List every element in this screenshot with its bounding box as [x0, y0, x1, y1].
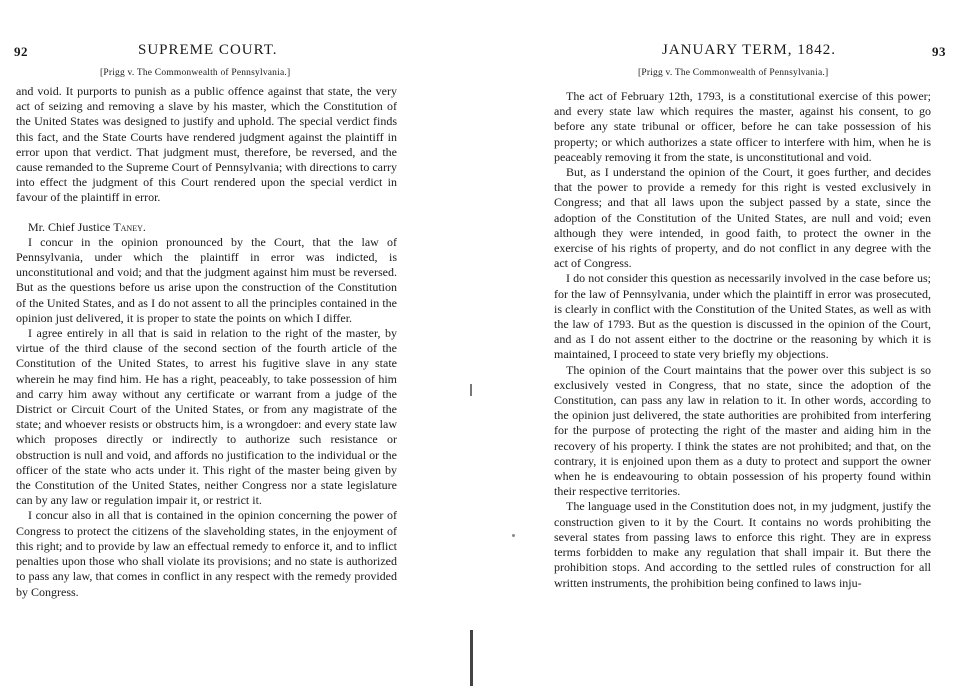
- left-running-head: SUPREME COURT.: [138, 42, 278, 58]
- left-body-text: [16, 84, 397, 600]
- right-page-number: 93: [932, 44, 946, 59]
- justice-prefix: Mr. Chief Justice: [28, 219, 114, 234]
- left-case-caption: [Prigg v. The Commonwealth of Pennsylvania.]: [100, 68, 291, 78]
- left-paragraph: and void. It purports to punish as a public offence against that state, the very act of seizing and removing a slave by his master, which the Constitution of the United States was designed to justify and uphold. The special verdict finds this fact, and the State Courts have rendered judgment against the plaintiff in error upon that verdict. That judgment must, therefore, be reversed, and the cause remanded to the Supreme Court of Pennsylvania; with directions to carry into effect the judgment of this Court rendered upon the special verdict in favour of the plaintiff in error.: [16, 84, 397, 205]
- right-case-caption: [Prigg v. The Commonwealth of Pennsylvania.]: [638, 68, 829, 78]
- right-paragraph: The opinion of the Court maintains that the power over this subject is so exclusively vested in Congress, that no state, since the adoption of the Constitution, can pass any law in relation to it. In other words, according to the opinion just delivered, the state authorities are prohibited from interfering for the purpose of protecting the right of the master and aiding him in the recovery of his property. I think the states are not prohibited; and that, on the contrary, it is enjoined upon them as a duty to protect and support the owner when he is endeavouring to obtain possession of his property found within their respective territories.: [554, 362, 931, 499]
- left-page-number: 92: [14, 44, 28, 59]
- right-paragraph: The language used in the Constitution does not, in my judgment, justify the construction given to it by the Court. It contains no words prohibiting the several states from passing laws to enforce this right. They are in express terms forbidden to make any regulation that shall impair it. But there the prohibition stops. And according to the settled rules of construction for all written instruments, the prohibition being confined to laws inju-: [554, 499, 931, 590]
- right-paragraph: The act of February 12th, 1793, is a constitutional exercise of this power; and every state law which requires the master, against his consent, to go before any state tribunal or officer, before he can take possession of his property; or which authorizes a state officer to interfere with him, when he is peaceably removing it from the state, is unconstitutional and void.: [554, 89, 931, 164]
- left-paragraph: I agree entirely in all that is said in relation to the right of the master, by virtue of the third clause of the second section of the fourth article of the Constitution of the United States, to arrest his fugitive slave in any state wherein he may find him. He has a right, peaceably, to take possession of him and carry him away without any certificate or warrant from a judge of the District or Circuit Court of the United States, or from any magistrate of the state; and whoever resists or obstructs him, is a wrongdoer: and every state law which proposes directly or indirectly to authorize such resistance or obstruction is null and void, and affords no justification to the individual or the officer of the state who acts under it. This right of the master being given by the Constitution of the United States, neither Congress nor a state legislature can by any law or regulation impair it, or restrict it.: [16, 326, 397, 508]
- binding-edge: [470, 630, 473, 686]
- right-page: [512, 0, 980, 686]
- gutter-mark: [470, 384, 472, 396]
- justice-heading: [16, 220, 397, 235]
- book-gutter: [470, 0, 508, 686]
- left-paragraph: I concur also in all that is contained in the opinion concerning the power of Congress to protect the citizens of the slaveholding states, in the enjoyment of this right; and to provide by law an effectual remedy to enforce it, and to inflict penalties upon those who shall violate its provisions; and no state is authorized to pass any law, that comes in conflict in any respect with the remedy provided by Congress.: [16, 508, 397, 599]
- left-page: [0, 0, 466, 686]
- right-body-text: [554, 89, 931, 591]
- right-paragraph: I do not consider this question as necessarily involved in the case before us; for the law of Pennsylvania, under which the plaintiff in error was prosecuted, is clearly in conflict with the Constitution of the United States, as well as with the law of 1793. But as the question is discussed in the opinion of the Court, and as I do not assent either to the doctrine or the reasoning by which it is maintained, I proceed to state very briefly my objections.: [554, 271, 931, 362]
- right-paragraph: But, as I understand the opinion of the Court, it goes further, and decides that the power to provide a remedy for this right is vested exclusively in Congress; and that all laws upon the subject passed by a state, since the adoption of the Constitution of the United States, are null and void; even although they were intended, in good faith, to protect the owner in the exercise of his rights of property, and do not conflict in any degree with the act of Congress.: [554, 165, 931, 271]
- left-paragraph: I concur in the opinion pronounced by the Court, that the law of Pennsylvania, under which the plaintiff in error was indicted, is unconstitutional and void; and that the judgment against him must be reversed. But as the questions before us arise upon the construction of the Constitution of the United States, and as I do not assent to all the principles contained in the opinion just delivered, it is proper to state the points on which I differ.: [16, 234, 397, 325]
- justice-name: Taney.: [113, 219, 146, 234]
- right-running-head: JANUARY TERM, 1842.: [662, 42, 837, 58]
